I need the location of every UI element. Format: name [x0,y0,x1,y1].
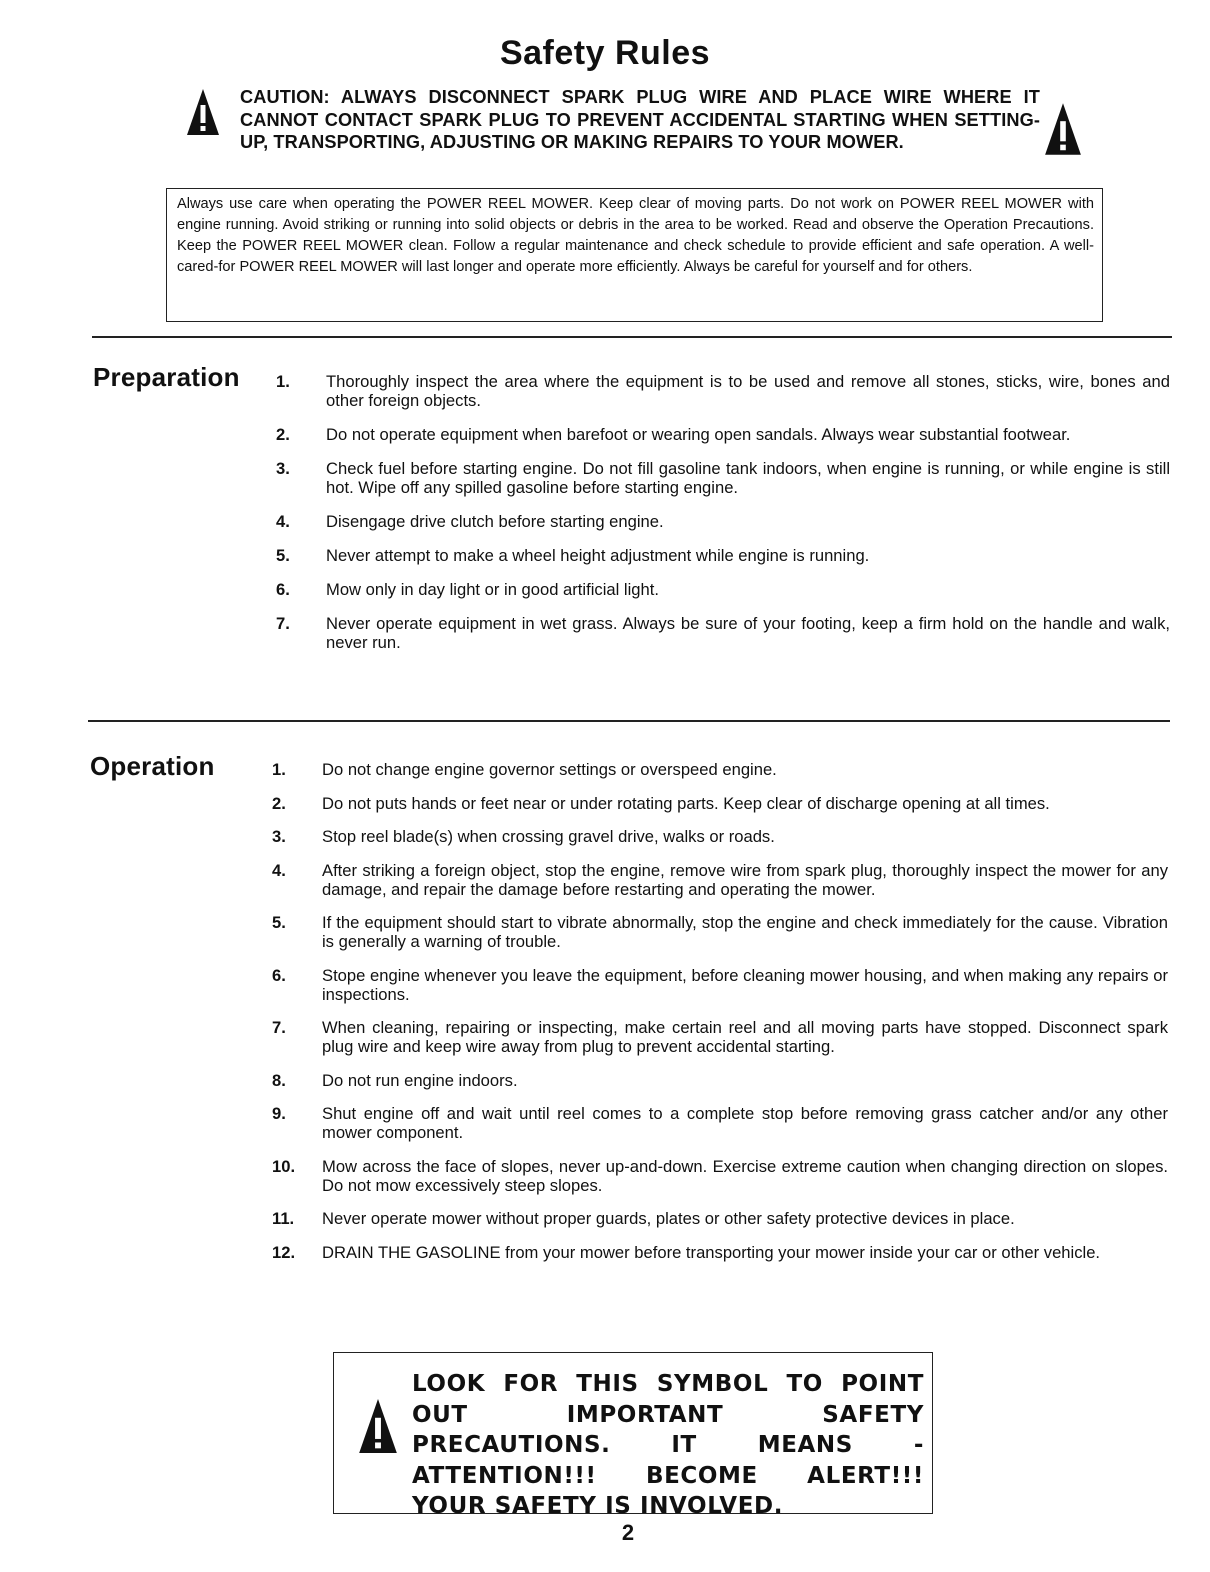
item-text: Mow across the face of slopes, never up-and-down. Exercise extreme caution when changing direction on slopes. Do not mow excessively steep slopes. [322,1156,1168,1195]
item-text: Disengage drive clutch before starting engine. [326,512,664,531]
item-number: 8. [272,1070,286,1090]
item-text: After striking a foreign object, stop the engine, remove wire from spark plug, thoroughly inspect the mower for any damage, and repair the damage before restarting and operating the mower. [322,860,1168,899]
item-number: 5. [276,546,290,565]
list-item [272,1157,1168,1195]
list-item [272,913,1168,951]
list-item [276,580,1170,599]
item-text: Never operate equipment in wet grass. Always be sure of your footing, keep a firm hold on the handle and walk, never run. [326,614,1170,652]
list-item [276,372,1170,410]
list-item [272,1071,1168,1090]
intro-box: Always use care when operating the POWER REEL MOWER. Keep clear of moving parts. Do not work on POWER REEL MOWER with engine running. Avoid striking or running into solid objects or debris in the area to be worked. Read and observe the Operation Precautions. Keep the POWER REEL MOWER clean. Follow a regular maintenance and check schedule to provide efficient and safe operation. A well-cared-for POWER REEL MOWER will last longer and operate more efficiently. Always be careful for yourself and for others. [166,188,1103,322]
item-text: Do not run engine indoors. [322,1070,518,1090]
list-item [272,1018,1168,1056]
divider-middle [88,720,1170,722]
item-number: 6. [272,965,286,985]
item-number: 1. [272,760,286,779]
safety-symbol-notice [333,1352,933,1519]
item-text: Thoroughly inspect the area where the equipment is to be used and remove all stones, sticks, wire, bones and other foreign objects. [326,372,1170,410]
list-item [272,1243,1168,1262]
item-text: Stope engine whenever you leave the equipment, before cleaning mower housing, and when making any repairs or inspections. [322,965,1168,1004]
item-number: 3. [276,459,290,478]
item-number: 9. [272,1104,286,1123]
item-number: 4. [276,512,290,531]
item-number: 2. [272,793,286,813]
item-number: 7. [272,1018,286,1037]
preparation-list [276,372,1170,667]
item-text: Never operate mower without proper guards, plates or other safety protective devices in place. [322,1209,1015,1228]
item-number: 11. [272,1209,295,1228]
warning-triangle-icon [1044,102,1082,156]
item-text: If the equipment should start to vibrate abnormally, stop the engine and check immediately for the cause. Vibration is generally a warning of trouble. [322,913,1168,951]
divider-top [92,336,1172,338]
caution-statement: CAUTION: ALWAYS DISCONNECT SPARK PLUG WIRE AND PLACE WIRE WHERE IT CANNOT CONTACT SPARK PLUG TO PREVENT ACCIDENTAL STARTING WHEN SETTING-UP, TRANSPORTING, ADJUSTING OR MAKING REPAIRS TO YOUR MOWER. [240,87,1040,152]
list-item [276,459,1170,497]
item-number: 2. [276,425,290,444]
item-number: 5. [272,913,286,932]
page-title: Safety Rules [499,34,711,72]
list-item [272,1209,1168,1228]
preparation-heading: Preparation [93,362,240,392]
list-item [272,966,1168,1004]
item-number: 6. [276,580,290,599]
list-item [272,861,1168,899]
list-item [276,425,1170,444]
list-item [272,760,1168,779]
list-item [276,614,1170,652]
list-item [276,546,1170,565]
operation-heading: Operation [90,751,215,781]
list-item [272,1104,1168,1142]
item-text: DRAIN THE GASOLINE from your mower before transporting your mower inside your car or other vehicle. [322,1242,1101,1262]
list-item [276,512,1170,531]
warning-triangle-icon [358,1397,398,1455]
item-number: 3. [272,827,286,846]
list-item [272,794,1168,813]
safety-symbol-text: LOOK FOR THIS SYMBOL TO POINT OUT IMPORTANT SAFETY PRECAUTIONS. IT MEANS - ATTENTION!!! BECOME ALERT!!! YOUR SAFETY IS INVOLVED. [412,1371,924,1519]
item-text: Mow only in day light or in good artificial light. [326,580,659,599]
item-text: Stop reel blade(s) when crossing gravel drive, walks or roads. [322,827,775,846]
item-number: 10. [272,1156,296,1176]
item-text: Shut engine off and wait until reel comes to a complete stop before removing grass catcher and/or any other mower component. [322,1104,1168,1142]
page-number: 2 [621,1520,635,1545]
item-text: Never attempt to make a wheel height adjustment while engine is running. [326,546,870,565]
item-number: 7. [276,614,290,633]
item-text: Do not change engine governor settings or overspeed engine. [322,760,777,779]
warning-triangle-icon [186,88,220,136]
item-text: Check fuel before starting engine. Do not fill gasoline tank indoors, when engine is running, or while engine is still hot. Wipe off any spilled gasoline before starting engine. [326,459,1170,497]
item-text: When cleaning, repairing or inspecting, make certain reel and all moving parts have stopped. Disconnect spark plug wire and keep wire away from plug to prevent accidental starting. [322,1018,1168,1056]
operation-list [272,760,1168,1276]
item-number: 4. [272,860,286,880]
item-number: 12. [272,1242,296,1262]
item-number: 1. [276,372,290,391]
item-text: Do not operate equipment when barefoot or wearing open sandals. Always wear substantial footwear. [326,425,1071,444]
item-text: Do not puts hands or feet near or under rotating parts. Keep clear of discharge opening at all times. [322,793,1050,813]
list-item [272,827,1168,846]
